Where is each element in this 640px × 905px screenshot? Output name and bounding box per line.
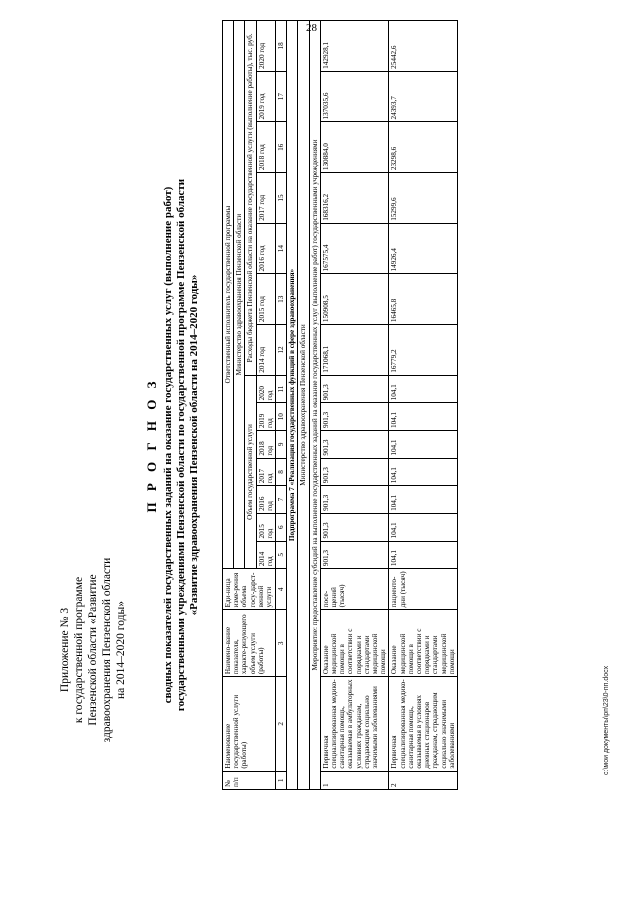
year-header: 2020 год <box>256 21 275 72</box>
column-number: 1 <box>276 771 287 789</box>
column-number: 17 <box>276 71 287 122</box>
volume-cell: 901,3 <box>320 431 389 459</box>
volume-cell: 901,3 <box>320 541 389 569</box>
column-number: 16 <box>276 122 287 173</box>
volume-cell: 901,3 <box>320 486 389 514</box>
row-unit: посе-щений (тысяч) <box>320 569 389 610</box>
year-header: 2014 год <box>256 541 275 569</box>
volume-cell: 104,1 <box>389 375 458 403</box>
expense-cell: 142928,1 <box>320 21 389 72</box>
column-number: 6 <box>276 513 287 541</box>
title-line: государственными учреждениями Пензенской области по государственной программе Пензенской области <box>175 178 187 712</box>
header-unit: Еди-ница изме-рения объема госу-дарст-венной услуги <box>223 569 276 610</box>
volume-cell: 104,1 <box>389 541 458 569</box>
column-number: 11 <box>276 375 287 403</box>
year-header: 2016 год <box>256 486 275 514</box>
appendix-block <box>58 500 128 800</box>
title-line: сводных показателей государственных заданий на оказание государственных услуг (выполнение работ) <box>162 186 174 704</box>
document-title <box>145 165 201 725</box>
expense-cell: 137035,6 <box>320 71 389 122</box>
expense-cell: 14926,4 <box>389 223 458 274</box>
column-number: 13 <box>276 274 287 325</box>
year-header: 2017 год <box>256 173 275 224</box>
year-header: 2018 год <box>256 431 275 459</box>
column-number: 8 <box>276 458 287 486</box>
expense-cell: 167575,4 <box>320 223 389 274</box>
expense-cell: 130884,0 <box>320 122 389 173</box>
row-num: 1 <box>320 771 389 789</box>
expense-cell: 15299,6 <box>389 173 458 224</box>
expense-cell: 171068,1 <box>320 325 389 376</box>
year-header: 2014 год <box>256 325 275 376</box>
volume-cell: 901,3 <box>320 458 389 486</box>
header-ministry: Министерство здравоохранения Пензенской области <box>234 21 245 569</box>
row-indicator: Оказание медицинской помощи в соответствии с порядками и стандартами медицинской помощи <box>389 610 458 677</box>
column-number: 2 <box>276 677 287 771</box>
measure-row: Мероприятие: предоставление субсидий на выполнение государственных заданий на оказание государственных услуг (выполнение работ) государственными учреждениями <box>309 21 320 790</box>
page-number: 28 <box>306 22 317 34</box>
row-service: Первичная специализированная медико-санитарная помощь, оказываемая в амбулаторных условиях гражданам, страдающим социально значимыми заболеваниями <box>320 677 389 771</box>
header-indicator: Наимено-вание показателя, характе-ризующего объем услуги (работы) <box>223 610 276 677</box>
year-header: 2017 год <box>256 458 275 486</box>
header-volume: Объем государственной услуги <box>245 375 256 568</box>
table-row <box>320 21 389 790</box>
column-number: 14 <box>276 223 287 274</box>
header-executor: Ответственный исполнитель государственной программы <box>223 21 234 569</box>
expense-cell: 23298,6 <box>389 122 458 173</box>
appendix-line: Пензенской области «Развитие <box>87 574 99 726</box>
year-header: 2015 год <box>256 274 275 325</box>
title-line: «Развитие здравоохранения Пензенской области на 2014–2020 годы» <box>188 274 200 616</box>
appendix-line: Приложение № 3 <box>59 607 71 693</box>
appendix-line: к государственной программе <box>73 576 85 724</box>
header-expenses: Расходы бюджета Пензенской области на оказание государственной услуги (выполнение работы), тыс. руб. <box>245 21 256 376</box>
expense-cell: 16779,2 <box>389 325 458 376</box>
column-number: 18 <box>276 21 287 72</box>
expense-cell: 168316,2 <box>320 173 389 224</box>
header-service: Наименование государственной услуги (работы) <box>223 677 276 771</box>
expense-cell: 24393,7 <box>389 71 458 122</box>
column-number: 9 <box>276 431 287 459</box>
row-indicator: Оказание медицинской помощи в соответствии с порядками и стандартами медицинской помощи <box>320 610 389 677</box>
column-number: 4 <box>276 569 287 610</box>
header-num: № п/п <box>223 771 276 789</box>
appendix-line: на 2014–2020 годы» <box>115 601 127 699</box>
expense-cell: 25442,6 <box>389 21 458 72</box>
row-num: 2 <box>389 771 458 789</box>
row-unit: пациенто-дни (тысяч) <box>389 569 458 610</box>
volume-cell: 901,3 <box>320 403 389 431</box>
year-header: 2018 год <box>256 122 275 173</box>
forecast-table <box>222 20 458 790</box>
ministry-row: Министерство здравоохранения Пензенской области <box>298 21 309 790</box>
table-row <box>389 21 458 790</box>
volume-cell: 104,1 <box>389 486 458 514</box>
column-number: 12 <box>276 325 287 376</box>
expense-cell: 150908,5 <box>320 274 389 325</box>
volume-cell: 104,1 <box>389 513 458 541</box>
column-number: 15 <box>276 173 287 224</box>
year-header: 2020 год <box>256 375 275 403</box>
volume-cell: 901,3 <box>320 375 389 403</box>
year-header: 2019 год <box>256 403 275 431</box>
row-service: Первичная специализированная медико-санитарная помощь, оказываемая в условиях дневных стационаров гражданам, страдающим социально значимыми заболеваниями <box>389 677 458 771</box>
column-number: 3 <box>276 610 287 677</box>
year-header: 2019 год <box>256 71 275 122</box>
appendix-line: здравоохранения Пензенской области <box>101 557 113 743</box>
expense-cell: 16465,8 <box>389 274 458 325</box>
column-number-row <box>276 21 287 790</box>
volume-cell: 104,1 <box>389 403 458 431</box>
column-number: 10 <box>276 403 287 431</box>
column-number: 7 <box>276 486 287 514</box>
year-header: 2015 год <box>256 513 275 541</box>
volume-cell: 901,3 <box>320 513 389 541</box>
volume-cell: 104,1 <box>389 431 458 459</box>
volume-cell: 104,1 <box>389 458 458 486</box>
year-header: 2016 год <box>256 223 275 274</box>
column-number: 5 <box>276 541 287 569</box>
title-heading: П Р О Г Н О З <box>144 377 159 513</box>
subprogram-row: Подпрограмма 7 «Реализация государственных функций в сфере здравоохранения» <box>287 21 298 790</box>
footer-path: c:\мои документы\рп\23\0-пп.docx <box>603 665 610 775</box>
